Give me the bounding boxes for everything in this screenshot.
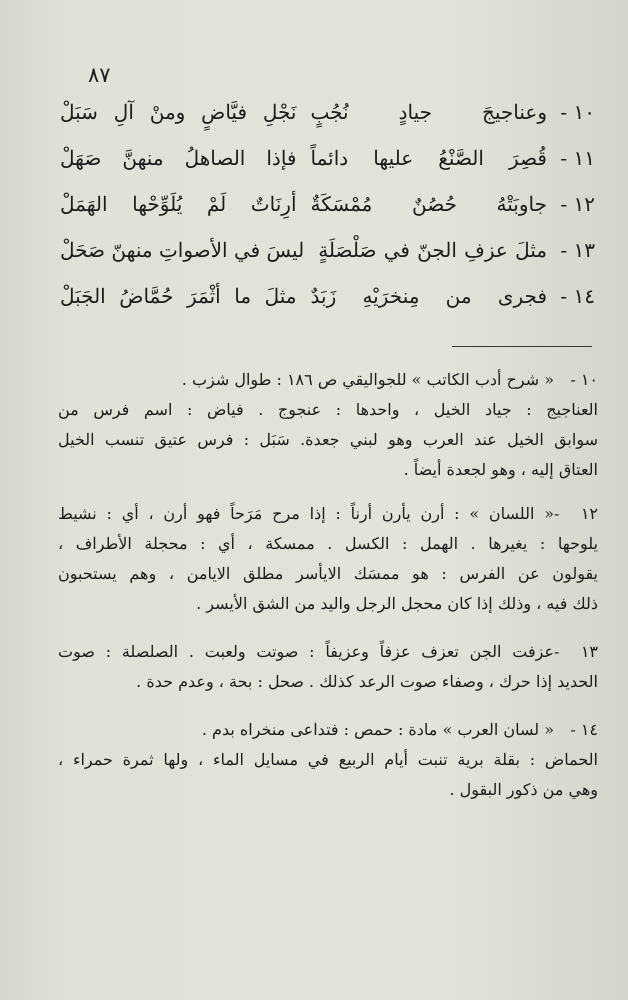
footnote-number: ١٤ -: [570, 720, 598, 739]
verse-14: [60, 284, 595, 330]
footnote-line: الحماض : بقلة برية تنبت أيام الربيع في مسايل الماء ، ولها ثمرة حمراء ،: [58, 750, 598, 769]
footnote-number: ١٣ -: [554, 642, 598, 661]
footnote-10: [58, 365, 598, 485]
footnote-line: سوابق الخيل عند العرب وهو لبني جعدة. سَبَل : فرس عتيق تنسب الخيل: [58, 430, 598, 449]
verse-number: ١٠ -: [560, 100, 595, 124]
verse-number: ١٤ -: [560, 284, 595, 308]
verse-first-hemistich: قُصِرَ الصَّنْعُ عليها دائماً: [310, 146, 547, 170]
footnotes: [58, 365, 598, 823]
footnote-line: يقولون عن الفرس : هو ممسَك الايأسر مطلق الايامن ، وهم يستحبون: [58, 564, 598, 583]
verse-first-hemistich: جاوبَتْهُ حُصُنٌ مُمْسَكَةٌ: [310, 192, 547, 216]
verse-10: [60, 100, 595, 146]
footnote-line: العناجيج : جياد الخيل ، واحدها : عنجوج . فياض : اسم فرس من: [58, 400, 598, 419]
footnote-14: [58, 715, 598, 805]
verse-first-hemistich: مثلَ عزفِ الجنّ في صَلْصَلَةٍ: [318, 238, 547, 262]
verse-number: ١١ -: [560, 146, 595, 170]
verse-second-hemistich: ليسَ في الأصواتِ منهنّ صَحَلْ: [60, 238, 305, 262]
poem-verses: [60, 100, 595, 330]
verse-number: ١٢ -: [560, 192, 595, 216]
footnote-line: ذلك فيه ، وذلك إذا كان محجل الرجل واليد من الشق الأيسر .: [196, 594, 598, 613]
footnote-13: [58, 637, 598, 697]
footnote-number: ١٠ -: [570, 370, 598, 389]
verse-second-hemistich: نَجْلِ فيَّاضٍ ومنْ آلِ سَبَلْ: [60, 100, 297, 124]
footnote-line: « لسان العرب » مادة : حمص : فتداعى منخراه بدم .: [201, 720, 554, 739]
verse-second-hemistich: مثلَ ما أثْمَرَ حُمَّاضُ الجَبَلْ: [60, 284, 297, 308]
footnote-12: [58, 499, 598, 619]
verse-second-hemistich: أرِنَاتٌ لَمْ يُلَوِّحْها الهَمَلْ: [60, 192, 297, 216]
footnote-line: العتاق إليه ، وهو لجعدة أيضاً .: [403, 460, 598, 479]
verse-second-hemistich: فإذا الصاهلُ منهنَّ صَهَلْ: [60, 146, 297, 170]
footnote-line: عزفت الجن تعزف عزفاً وعزيفاً : صوتت ولعبت . الصلصلة : صوت: [58, 642, 554, 661]
verse-number: ١٣ -: [560, 238, 595, 262]
footnote-number: ١٢ -: [554, 504, 598, 523]
verse-12: [60, 192, 595, 238]
footnote-divider: [452, 346, 592, 347]
page-number: ٨٧: [88, 63, 111, 87]
footnote-line: وهي من ذكور البقول .: [449, 780, 598, 799]
footnote-line: « اللسان » : أرن يأرن أرناً : إذا مرح مَرَحاً فهو أرن ، أي : نشيط: [58, 504, 554, 523]
verse-11: [60, 146, 595, 192]
verse-first-hemistich: فجرى من مِنخرَيْهِ زَبَدٌ: [310, 284, 547, 308]
footnote-line: « شرح أدب الكاتب » للجواليقي ص ١٨٦ : طوال شزب .: [181, 370, 554, 389]
verse-13: [60, 238, 595, 284]
verse-first-hemistich: وعناجيجَ جيادٍ نُجُبٍ: [310, 100, 547, 124]
footnote-line: يلوحها : يغيرها . الهمل : الكسل . ممسكة ، أي : محجلة الأطراف ،: [58, 534, 598, 553]
footnote-line: الحديد إذا حرك ، وصفاء صوت الرعد كذلك . صحل : بحة ، وعدم حدة .: [136, 672, 598, 691]
